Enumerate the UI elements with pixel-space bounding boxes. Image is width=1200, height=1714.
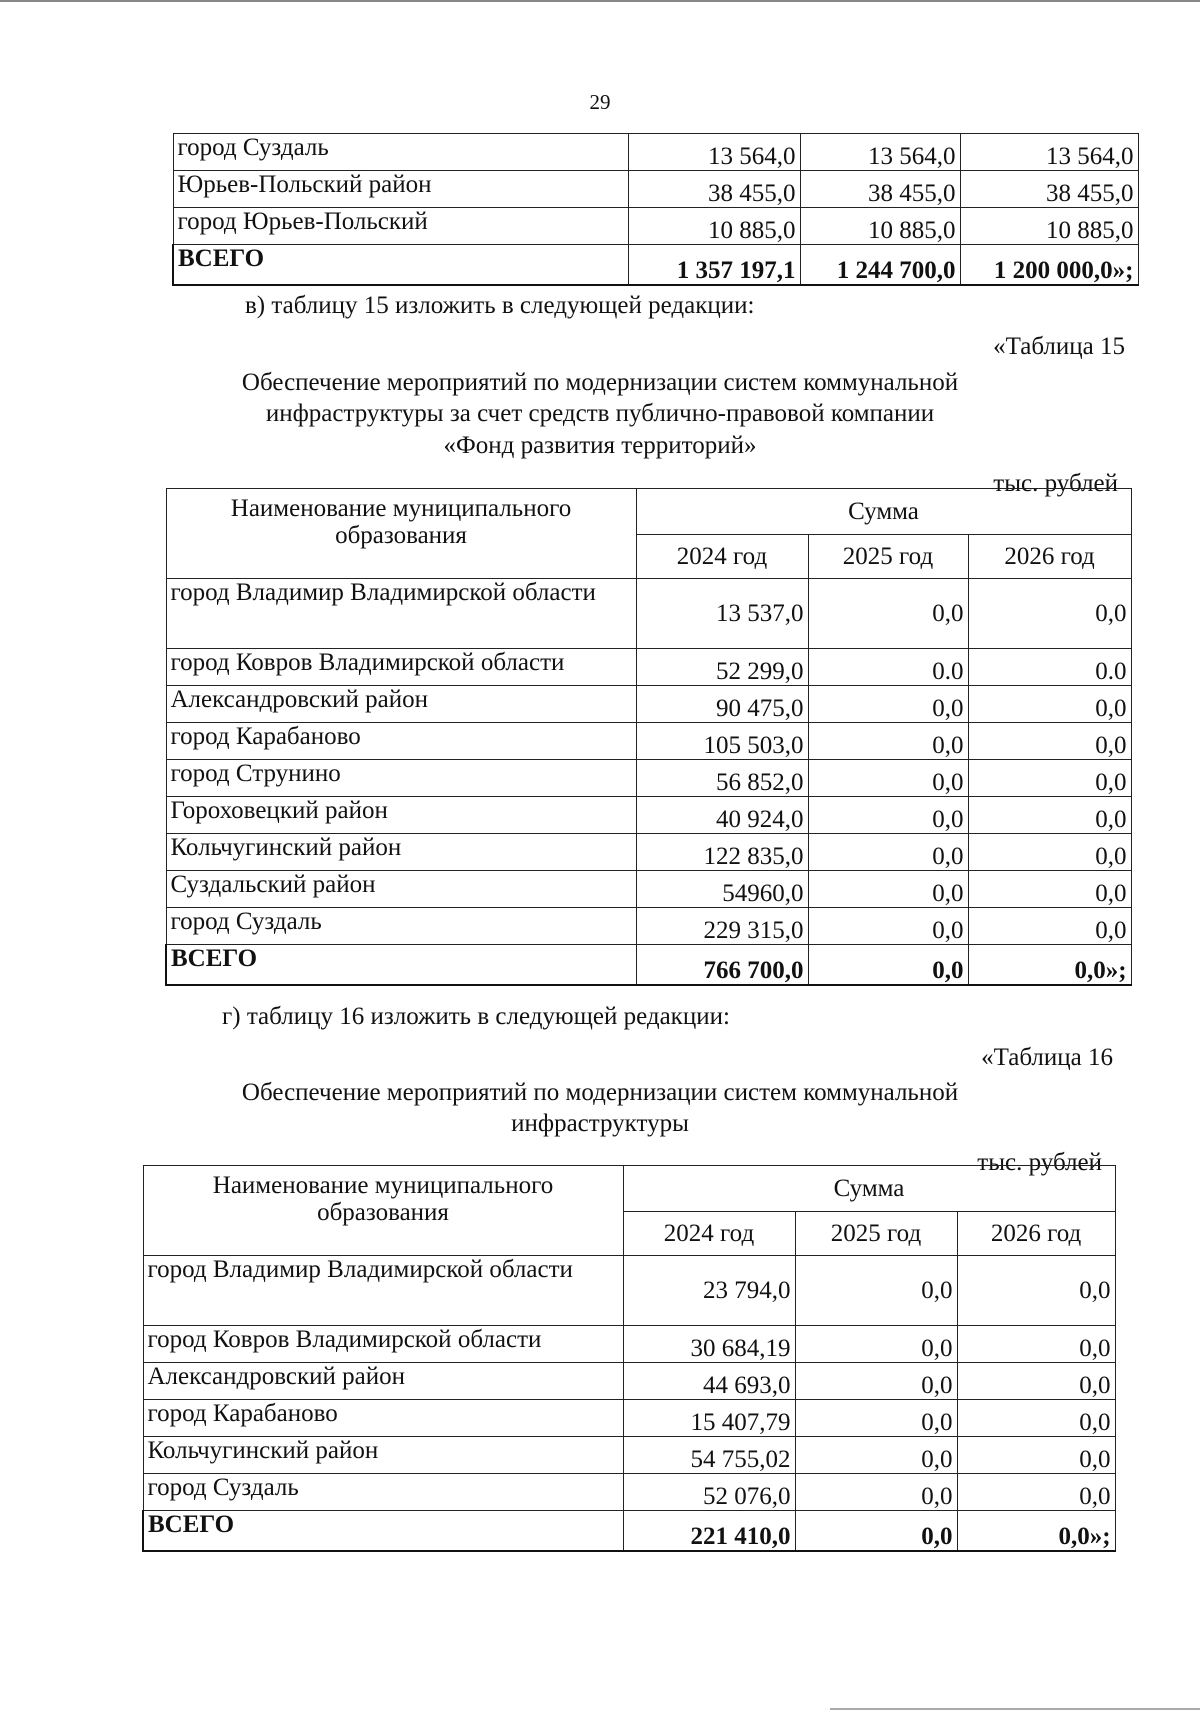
value-2026: 0,0 (957, 1256, 1115, 1326)
title-line: инфраструктуры (511, 1110, 689, 1138)
total-2024: 221 410,0 (623, 1511, 795, 1551)
row-name: город Ковров Владимирской области (143, 1326, 623, 1363)
total-2026-value: 0,0 (1074, 956, 1106, 984)
value-2025: 0,0 (795, 1400, 957, 1437)
value-2025: 38 455,0 (800, 171, 960, 208)
value-2025: 0,0 (808, 871, 968, 908)
value-2025: 13 564,0 (800, 134, 960, 171)
value-2024: 56 852,0 (636, 760, 808, 797)
value-2024: 52 076,0 (623, 1474, 795, 1511)
row-name: город Струнино (166, 760, 636, 797)
header-2026: 2026 год (957, 1212, 1115, 1256)
value-2026: 13 564,0 (960, 134, 1138, 171)
table-row (166, 686, 1131, 723)
table-row (173, 171, 1138, 208)
table-row (173, 208, 1138, 245)
row-name: город Юрьев-Польский (173, 208, 628, 245)
value-2024: 54960,0 (636, 871, 808, 908)
value-2026: 10 885,0 (960, 208, 1138, 245)
table-row (143, 1474, 1115, 1511)
total-2025: 1 244 700,0 (800, 245, 960, 285)
table-14-tail (172, 133, 1139, 286)
table-16 (142, 1165, 1116, 1552)
table-row (143, 1326, 1115, 1363)
value-2025: 0,0 (795, 1326, 957, 1363)
scan-edge-top (0, 0, 1200, 2)
header-name: Наименование муниципального образования (166, 489, 636, 579)
table-row (143, 1400, 1115, 1437)
value-2025: 0,0 (808, 723, 968, 760)
value-2024: 40 924,0 (636, 797, 808, 834)
row-name: город Ковров Владимирской области (166, 649, 636, 686)
header-sum: Сумма (636, 489, 1131, 535)
total-2024: 1 357 197,1 (628, 245, 800, 285)
value-2024: 13 537,0 (636, 579, 808, 649)
page-number: 29 (589, 90, 611, 114)
row-name: город Карабаново (166, 723, 636, 760)
total-2026-value: 0,0 (1058, 1522, 1090, 1550)
value-2025: 0,0 (808, 908, 968, 945)
total-2026 (957, 1511, 1115, 1551)
header-2024: 2024 год (623, 1212, 795, 1256)
value-2024: 54 755,02 (623, 1437, 795, 1474)
value-2026: 0,0 (957, 1326, 1115, 1363)
value-2025: 10 885,0 (800, 208, 960, 245)
value-2025: 0,0 (808, 834, 968, 871)
table-row (166, 723, 1131, 760)
value-2024: 15 407,79 (623, 1400, 795, 1437)
header-row (166, 489, 1131, 535)
value-2025: 0,0 (795, 1474, 957, 1511)
value-2026: 0,0 (968, 871, 1131, 908)
row-name: Александровский район (143, 1363, 623, 1400)
table-row (143, 1363, 1115, 1400)
title-line: инфраструктуры за счет средств публично-правовой компании (265, 400, 935, 428)
table-row (166, 834, 1131, 871)
closing-quote: »; (1105, 956, 1127, 984)
row-name: Суздальский район (166, 871, 636, 908)
row-name: город Карабаново (143, 1400, 623, 1437)
total-2026 (968, 945, 1131, 985)
paragraph-g: г) таблицу 16 изложить в следующей редакции: (222, 1003, 730, 1030)
table-row (173, 134, 1138, 171)
value-2024: 122 835,0 (636, 834, 808, 871)
total-row (166, 945, 1131, 985)
table-15-label: «Таблица 15 (993, 333, 1125, 360)
row-name: Гороховецкий район (166, 797, 636, 834)
total-2024: 766 700,0 (636, 945, 808, 985)
value-2024: 52 299,0 (636, 649, 808, 686)
table-15 (165, 488, 1132, 986)
title-line: Обеспечение мероприятий по модернизации систем коммунальной (241, 369, 959, 396)
table-16-unit: тыс. рублей (977, 1149, 1102, 1176)
value-2025: 0,0 (795, 1437, 957, 1474)
row-name: Кольчугинский район (166, 834, 636, 871)
table-row (143, 1256, 1115, 1326)
table-15-title (0, 367, 1200, 461)
table-row (166, 649, 1131, 686)
value-2026: 0,0 (957, 1400, 1115, 1437)
scan-edge-bottom (830, 1708, 1200, 1710)
total-2026 (960, 245, 1138, 285)
value-2025: 0,0 (808, 686, 968, 723)
closing-quote: »; (1089, 1522, 1111, 1550)
total-label: ВСЕГО (173, 245, 628, 285)
value-2026: 0.0 (968, 649, 1131, 686)
value-2026: 0,0 (957, 1474, 1115, 1511)
total-2025: 0,0 (795, 1511, 957, 1551)
value-2026: 0,0 (968, 579, 1131, 649)
total-label: ВСЕГО (166, 945, 636, 985)
row-name: Кольчугинский район (143, 1437, 623, 1474)
paragraph-v: в) таблицу 15 изложить в следующей редакции: (245, 292, 755, 319)
row-name: город Владимир Владимирской области (166, 579, 636, 649)
value-2025: 0,0 (808, 579, 968, 649)
value-2024: 10 885,0 (628, 208, 800, 245)
table-16-title (0, 1077, 1200, 1140)
header-name: Наименование муниципального образования (143, 1166, 623, 1256)
row-name: город Суздаль (166, 908, 636, 945)
row-name: город Суздаль (143, 1474, 623, 1511)
header-row (143, 1166, 1115, 1212)
title-line: «Фонд развития территорий» (443, 431, 757, 459)
value-2025: 0,0 (795, 1363, 957, 1400)
table-row (166, 908, 1131, 945)
header-2026: 2026 год (968, 535, 1131, 579)
value-2025: 0,0 (795, 1256, 957, 1326)
table-row (166, 797, 1131, 834)
value-2025: 0,0 (808, 797, 968, 834)
row-name: город Владимир Владимирской области (143, 1256, 623, 1326)
value-2026: 0,0 (968, 797, 1131, 834)
value-2024: 44 693,0 (623, 1363, 795, 1400)
value-2024: 229 315,0 (636, 908, 808, 945)
total-row (143, 1511, 1115, 1551)
value-2026: 0,0 (968, 908, 1131, 945)
value-2024: 90 475,0 (636, 686, 808, 723)
table-16-label: «Таблица 16 (981, 1044, 1113, 1071)
total-row (173, 245, 1138, 285)
header-2024: 2024 год (636, 535, 808, 579)
row-name: Юрьев-Польский район (173, 171, 628, 208)
header-2025: 2025 год (795, 1212, 957, 1256)
value-2026: 0,0 (968, 686, 1131, 723)
header-sum: Сумма (623, 1166, 1115, 1212)
value-2026: 0,0 (957, 1363, 1115, 1400)
value-2025: 0.0 (808, 649, 968, 686)
table-row (166, 760, 1131, 797)
table-row (166, 871, 1131, 908)
title-line: Обеспечение мероприятий по модернизации систем коммунальной (241, 1079, 959, 1106)
table-row (166, 579, 1131, 649)
table-15-unit: тыс. рублей (993, 470, 1118, 497)
value-2026: 0,0 (968, 834, 1131, 871)
value-2024: 23 794,0 (623, 1256, 795, 1326)
value-2024: 38 455,0 (628, 171, 800, 208)
value-2024: 105 503,0 (636, 723, 808, 760)
closing-quote: »; (1112, 256, 1134, 284)
value-2024: 13 564,0 (628, 134, 800, 171)
value-2026: 0,0 (957, 1437, 1115, 1474)
value-2026: 0,0 (968, 760, 1131, 797)
value-2026: 38 455,0 (960, 171, 1138, 208)
header-2025: 2025 год (808, 535, 968, 579)
row-name: город Суздаль (173, 134, 628, 171)
total-2025: 0,0 (808, 945, 968, 985)
table-row (143, 1437, 1115, 1474)
row-name: Александровский район (166, 686, 636, 723)
total-label: ВСЕГО (143, 1511, 623, 1551)
value-2026: 0,0 (968, 723, 1131, 760)
total-2026-value: 1 200 000,0 (993, 256, 1113, 284)
value-2025: 0,0 (808, 760, 968, 797)
value-2024: 30 684,19 (623, 1326, 795, 1363)
